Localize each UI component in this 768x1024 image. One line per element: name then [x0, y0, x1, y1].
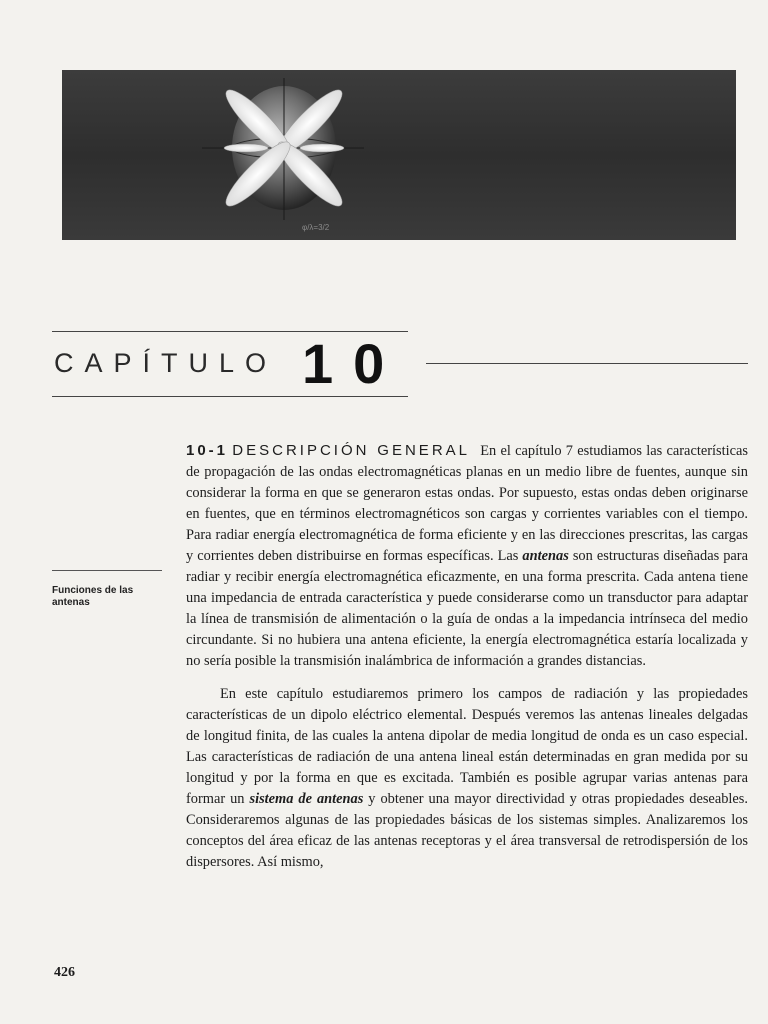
section-title: DESCRIPCIÓN GENERAL [232, 442, 470, 459]
chapter-rule-right [426, 363, 748, 364]
margin-note-rule [52, 570, 162, 571]
paragraph-1 [186, 440, 748, 672]
paragraph-2-part-1: En este capítulo estudiaremos primero los campos de radiación y las propiedades características de un dipolo eléctrico elemental. Después veremos las antenas lineales delgadas de longitud finita, de las cuales la antena dipolar de media longitud de onda es un caso especial. Las características de radiación de una antena lineal están determinadas en gran medida por su longitud y por la forma en que es excitada. También es posible agrupar varias antenas para formar un [186, 686, 748, 807]
chapter-banner-image [62, 70, 736, 240]
radiation-pattern-figure [62, 70, 736, 240]
paragraph-1-part-2: son estructuras diseñadas para radiar y recibir energía electromagnética eficazmente, en una forma prescrita. Cada antena tiene una impedancia de entrada característica y puede considerarse como un transductor para adaptar la línea de transmisión de alimentación o la guía de ondas a la impedancia intrínseca del medio circundante. Si no hubiera una antena eficiente, la energía electromagnética estaría localizada y no sería posible la transmisión inalámbrica de información a grandes distancias. [186, 548, 748, 669]
page-number: 426 [54, 965, 75, 980]
paragraph-1-part-1: En el capítulo 7 estudiamos las características de propagación de las ondas electromagnéticas planas en un medio libre de fuentes, aunque sin considerar la forma en que se generaron estas ondas. Por supuesto, estas ondas deben originarse en fuentes, que en términos electromagnéticos son cargas y corrientes variables con el tiempo. Para radiar energía electromagnética de forma eficiente y en las direcciones prescritas, las cargas y corrientes deben distribuirse en formas específicas. Las [186, 443, 748, 564]
term-sistema-de-antenas: sistema de antenas [249, 791, 364, 807]
chapter-number: 10 [302, 332, 405, 395]
paragraph-2 [186, 684, 748, 873]
margin-note: Funciones de las antenas [52, 585, 134, 608]
section-number: 10-1 [186, 442, 229, 459]
main-text [186, 440, 748, 873]
figure-label: φ/λ=3/2 [302, 223, 330, 232]
paragraph-2-part-2: y obtener una mayor directividad y otras propiedades deseables. Consideraremos algunas de las propiedades básicas de los sistemas simples. Analizaremos los conceptos del área eficaz de las antenas receptoras y el área transversal de retrodispersión de los dispersores. Así mismo, [186, 791, 748, 870]
term-antenas: antenas [522, 548, 569, 564]
chapter-rule-bottom [52, 396, 408, 397]
chapter-word: CAPÍTULO [54, 348, 278, 378]
